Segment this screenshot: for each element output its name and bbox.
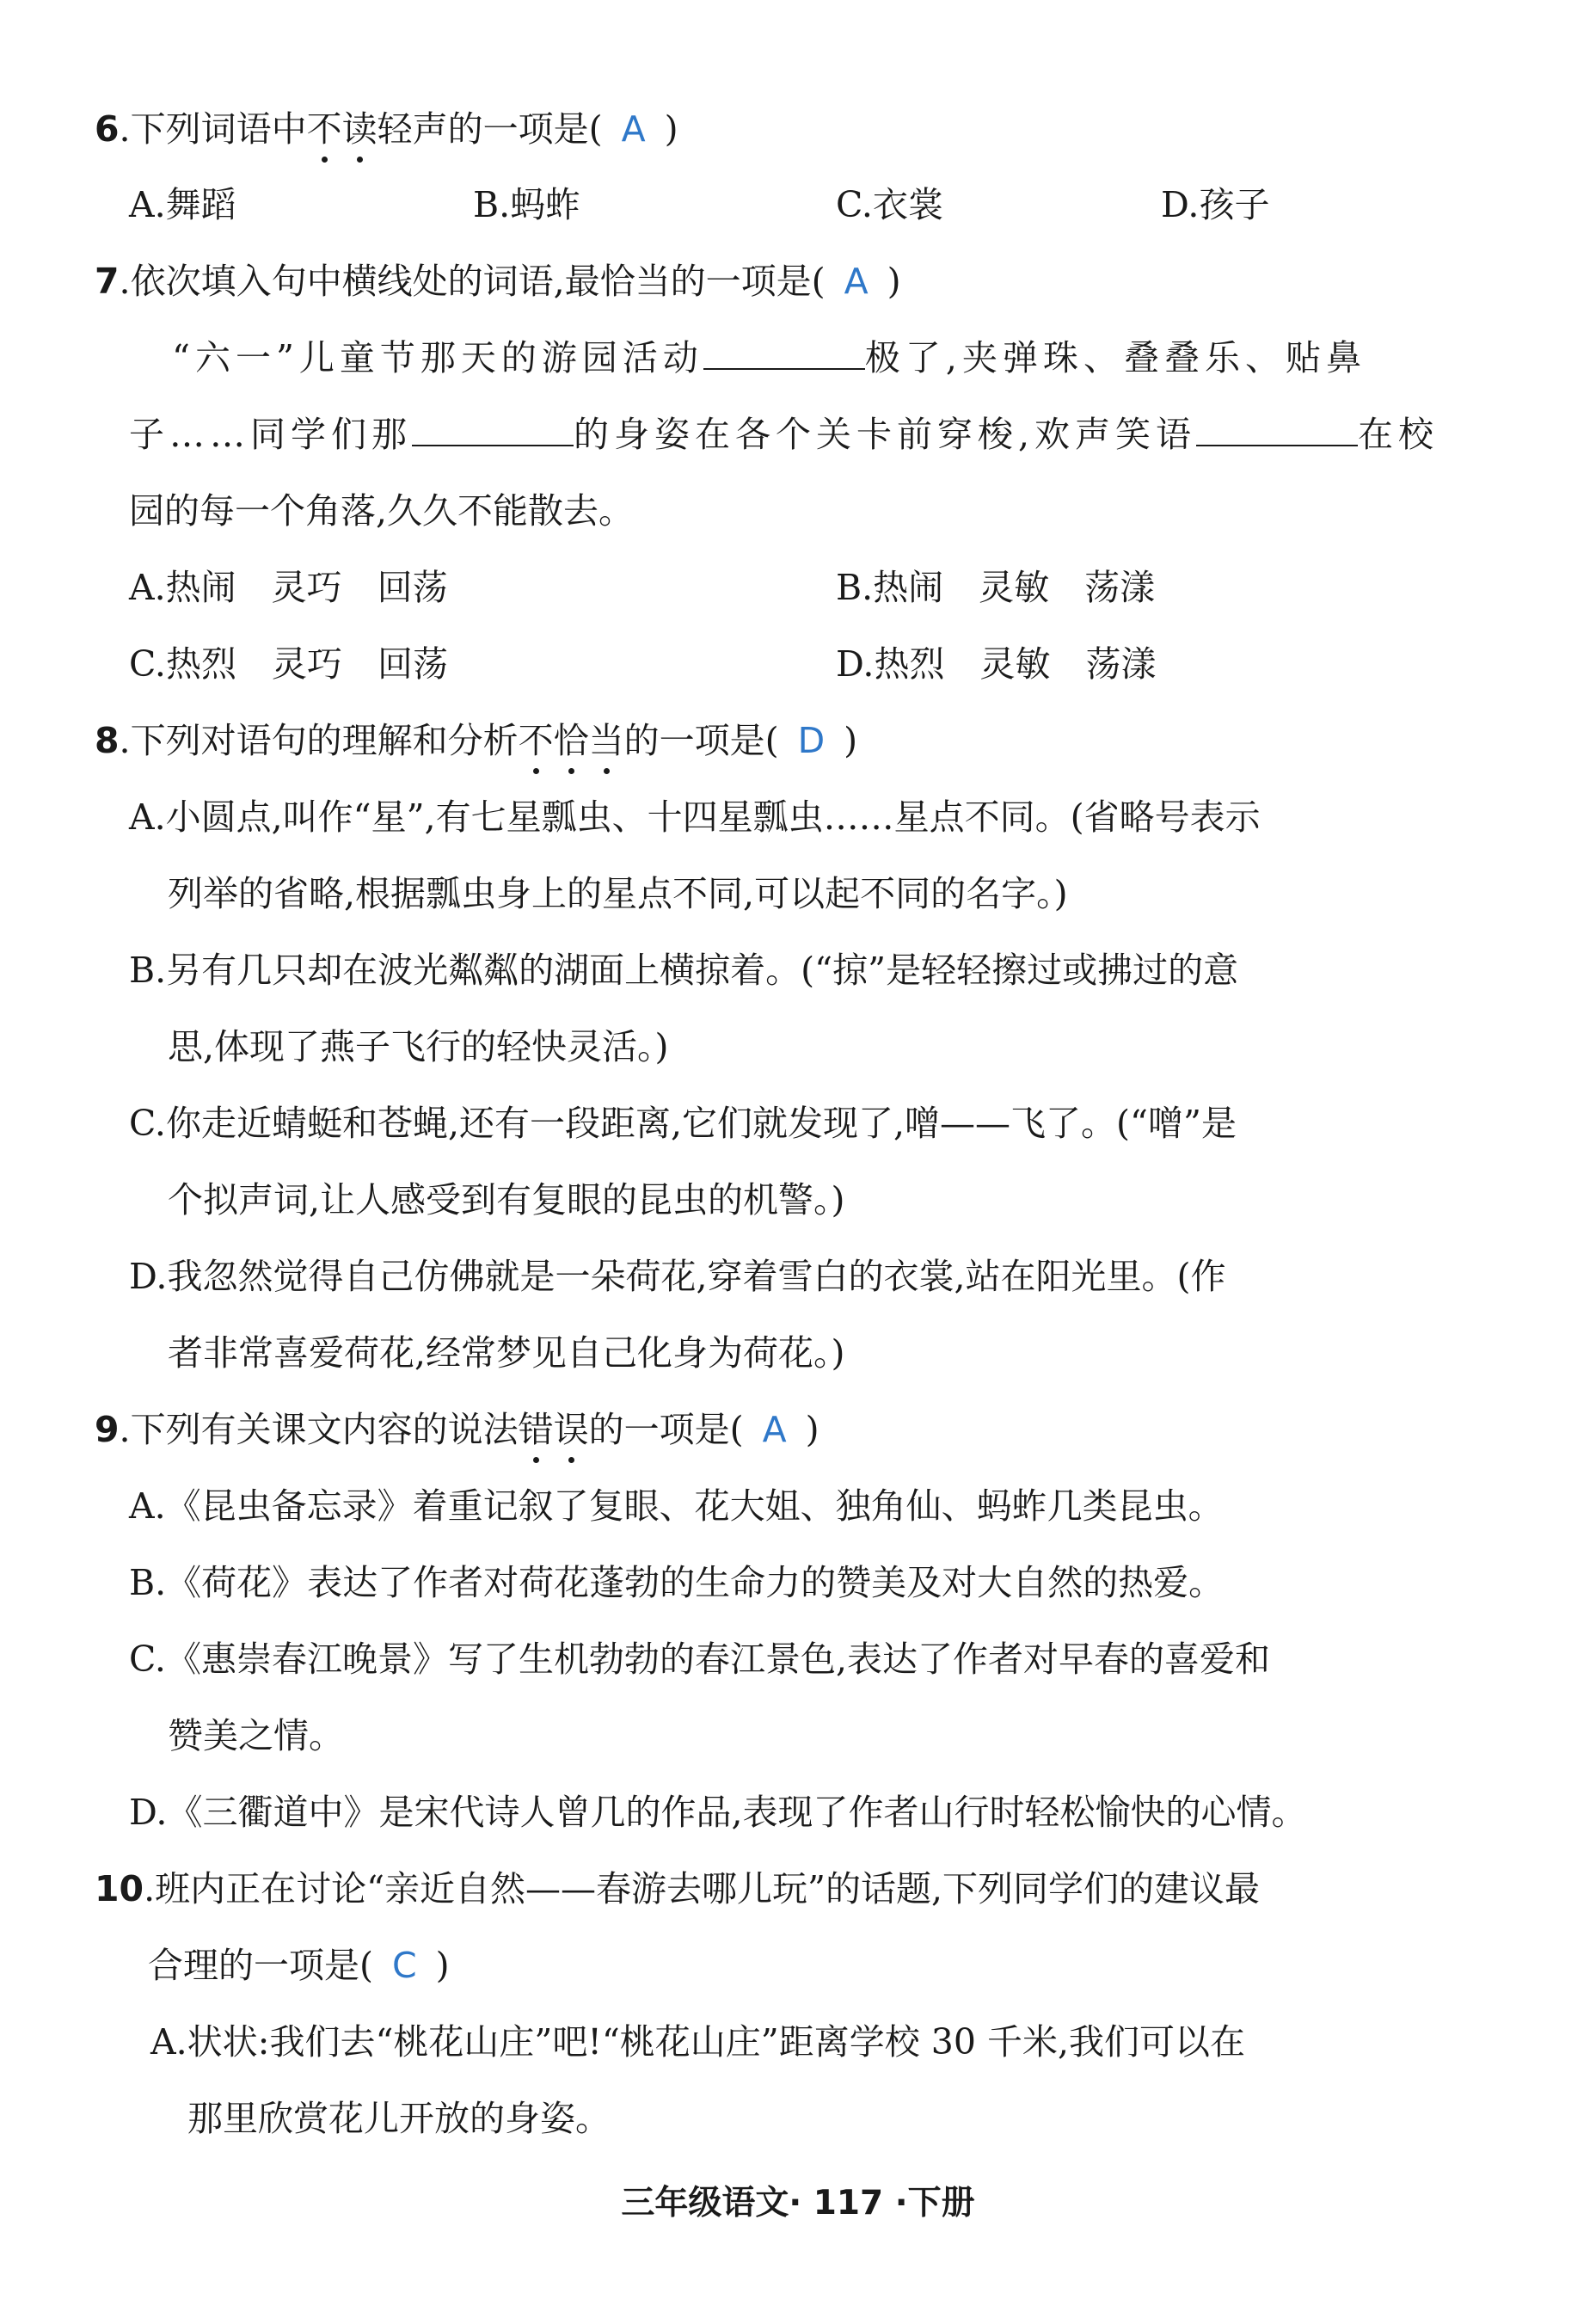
fill-blank xyxy=(1196,414,1358,446)
question-8-stem: 8.下列对语句的理解和分析不恰当的一项是( D ) xyxy=(95,716,857,765)
option-b: B.热闹 灵敏 荡漾 xyxy=(836,567,1156,608)
option-c-line-2: 赞美之情。 xyxy=(168,1715,344,1756)
option-b: B.《荷花》表达了作者对荷花蓬勃的生命力的赞美及对大自然的热爱。 xyxy=(129,1562,1225,1603)
fill-blank xyxy=(412,414,574,446)
answer-text: D xyxy=(797,720,826,761)
question-9-stem: 9.下列有关课文内容的说法错误的一项是( A ) xyxy=(95,1405,819,1454)
page-footer xyxy=(0,2180,1596,2227)
emphasis-dot: 不 xyxy=(519,716,554,765)
option-a: A.热闹 灵巧 回荡 xyxy=(129,567,448,608)
fill-blank xyxy=(703,337,865,370)
option-a: A.舞蹈 xyxy=(129,184,236,225)
question-6-stem: 6.下列词语中不读轻声的一项是( A ) xyxy=(95,104,678,154)
option-c: C.热烈 灵巧 回荡 xyxy=(129,643,448,685)
option-a-line-2: 那里欣赏花儿开放的身姿。 xyxy=(187,2098,611,2139)
question-10-stem-line-1: 10.班内正在讨论“亲近自然——春游去哪儿玩”的话题,下列同学们的建议最 xyxy=(95,1868,1261,1909)
emphasis-dot: 误 xyxy=(554,1405,589,1454)
option-a-line-1: A.状状:我们去“桃花山庄”吧!“桃花山庄”距离学校 30 千米,我们可以在 xyxy=(150,2021,1246,2063)
option-c: C.衣裳 xyxy=(836,184,943,225)
option-c-line-1: C.你走近蜻蜓和苍蝇,还有一段距离,它们就发现了,噌——飞了。(“噌”是 xyxy=(129,1103,1237,1144)
option-a-line-1: A.小圆点,叫作“星”,有七星瓢虫、十四星瓢虫……星点不同。(省略号表示 xyxy=(129,796,1261,838)
footer-volume: 下册 xyxy=(907,2184,975,2223)
emphasis-dot: 读 xyxy=(342,104,378,154)
option-d-line-1: D.我忽然觉得自己仿佛就是一朵荷花,穿着雪白的衣裳,站在阳光里。(作 xyxy=(129,1256,1226,1297)
question-7-passage-line-3: 园的每一个角落,久久不能散去。 xyxy=(129,490,635,532)
answer-text: C xyxy=(392,1945,417,1986)
option-c-line-1: C.《惠崇春江晚景》写了生机勃勃的春江景色,表达了作者对早春的喜爱和 xyxy=(129,1639,1270,1680)
question-7-options-row-1 xyxy=(0,563,1596,612)
question-10-stem-line-2: 合理的一项是( C ) xyxy=(148,1940,450,1990)
answer-text: A xyxy=(762,1409,787,1450)
question-number: 9 xyxy=(95,1409,120,1450)
option-b-line-1: B.另有几只却在波光粼粼的湖面上横掠着。(“掠”是轻轻擦过或拂过的意 xyxy=(129,950,1239,991)
emphasis-dot: 不 xyxy=(307,104,342,154)
option-a: A.《昆虫备忘录》着重记叙了复眼、花大姐、独角仙、蚂蚱几类昆虫。 xyxy=(129,1485,1224,1527)
option-b-line-2: 思,体现了燕子飞行的轻快灵活。) xyxy=(168,1026,669,1067)
option-d: D.孩子 xyxy=(1161,184,1270,225)
option-b: B.蚂蚱 xyxy=(473,184,581,225)
question-number: 7 xyxy=(95,261,120,302)
question-number: 10 xyxy=(95,1868,144,1909)
option-d-line-2: 者非常喜爱荷花,经常梦见自己化身为荷花。) xyxy=(168,1332,845,1374)
option-c-line-2: 个拟声词,让人感受到有复眼的昆虫的机警。) xyxy=(168,1179,845,1220)
question-6-options xyxy=(0,180,1596,230)
emphasis-dot: 当 xyxy=(589,716,624,765)
emphasis-dot: 恰 xyxy=(554,716,589,765)
question-7-passage-line-2: 子……同学们那 的身姿在各个关卡前穿梭,欢声笑语 在校 xyxy=(129,414,1439,455)
question-number: 8 xyxy=(95,720,120,761)
question-7-passage-line-1: “六一”儿童节那天的游园活动 极了,夹弹珠、叠叠乐、贴鼻 xyxy=(172,337,1366,378)
emphasis-dot: 错 xyxy=(519,1405,554,1454)
answer-text: A xyxy=(621,108,646,150)
page-number: · 117 · xyxy=(789,2184,908,2223)
answer-text: A xyxy=(844,261,869,302)
question-7-stem: 7.依次填入句中横线处的词语,最恰当的一项是( A ) xyxy=(95,256,901,306)
option-a-line-2: 列举的省略,根据瓢虫身上的星点不同,可以起不同的名字。) xyxy=(168,873,1068,914)
footer-grade: 三年级语文 xyxy=(621,2184,789,2223)
option-d: D.《三衢道中》是宋代诗人曾几的作品,表现了作者山行时轻松愉快的心情。 xyxy=(129,1792,1307,1833)
question-7-options-row-2 xyxy=(0,639,1596,689)
question-number: 6 xyxy=(95,108,120,150)
option-d: D.热烈 灵敏 荡漾 xyxy=(836,643,1157,685)
